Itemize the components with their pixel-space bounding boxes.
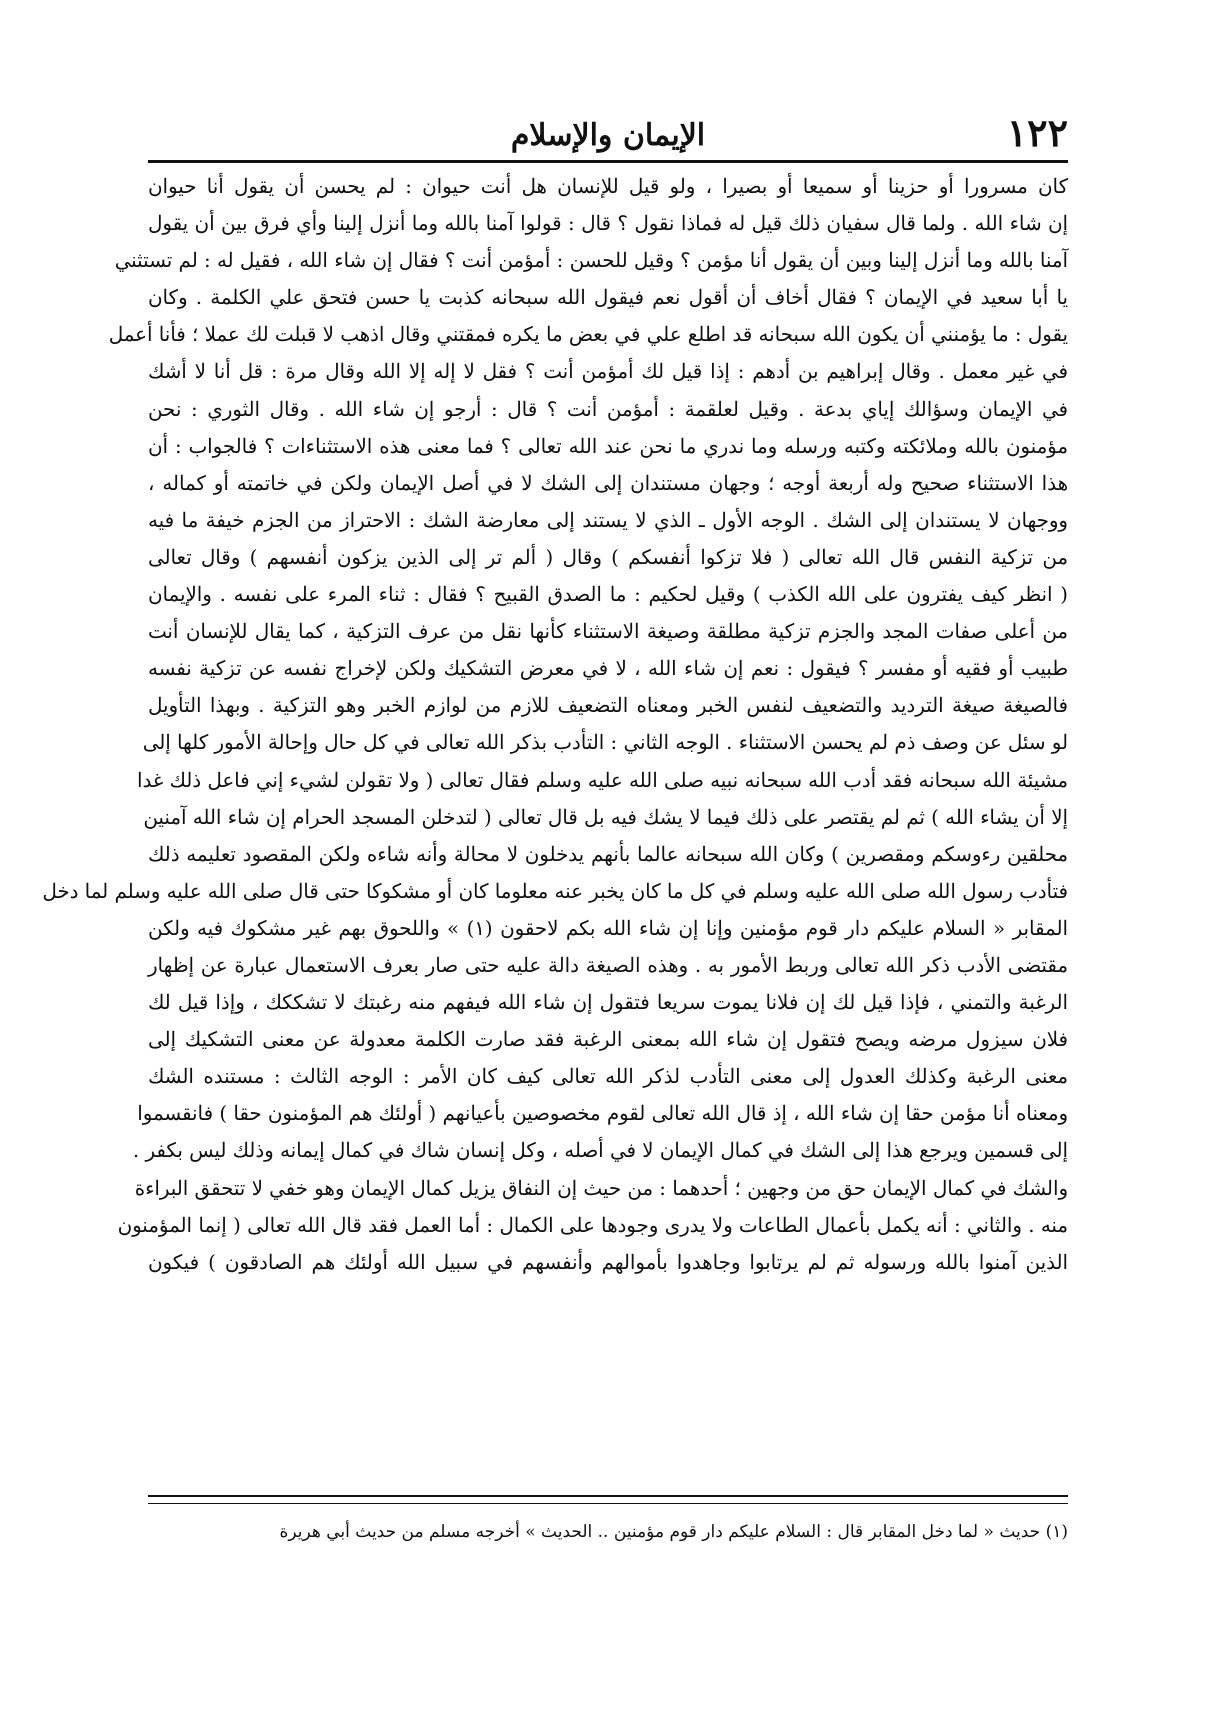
- text-line: من تزكية النفس قال الله تعالى ( فلا تزكوا أنفسكم ) وقال ( ألم تر إلى الذين يزكون أنفسهم ) وقال تعالى: [148, 545, 1068, 569]
- text-line: من أعلى صفات المجد والجزم تزكية مطلقة وصيغة الاستثناء كأنها نقل من عرف التزكية ، كما يقال للإنسان أنت: [148, 620, 1068, 644]
- text-line: فتأدب رسول الله صلى الله عليه وسلم في كل ما كان يخبر عنه معلوما كان أو مشكوكا حتى قال صلى الله عليه وسلم لما دخل: [42, 879, 1068, 903]
- text-line: كان مسرورا أو حزينا أو سميعا أو بصيرا ، ولو قيل للإنسان هل أنت حيوان : لم يحسن أن يقول أنا حيوان: [148, 175, 1068, 198]
- footnote: (١) حديث « لما دخل المقابر قال : السلام عليكم دار قوم مؤمنين .. الحديث » أخرجه مسلم من حديث أبي هريرة: [279, 1522, 1068, 1542]
- text-line: مقتضى الأدب ذكر الله تعالى وربط الأمور به . وهذه الصيغة دالة عليه حتى صار بعرف الاستعمال عبارة عن إظهار: [148, 953, 1068, 977]
- text-line: منه . والثاني : أنه يكمل بأعمال الطاعات ولا يدرى وجودها على الكمال : أما العمل فقد قال الله تعالى ( إنما المؤمنون: [117, 1213, 1068, 1237]
- text-line: ومعناه أنا مؤمن حقا إن شاء الله ، إذ قال الله تعالى لقوم مخصوصين بأعيانهم ( أولئك هم المؤمنون حقا ) فانقسموا: [137, 1102, 1068, 1126]
- text-line: لو سئل عن وصف ذم لم يحسن الاستثناء . الوجه الثاني : التأدب بذكر الله تعالى في كل حال وإحالة الأمور كلها إلى: [142, 731, 1068, 755]
- text-line: معنى الرغبة وكذلك العدول إلى معنى التأدب لذكر الله تعالى كيف كان الأمر : الوجه الثالث : مستنده الشك: [148, 1065, 1068, 1089]
- text-line: محلقين رءوسكم ومقصرين ) وكان الله سبحانه عالما بأنهم يدخلون لا محالة وأنه شاءه ولكن المقصود تعليمه ذلك: [148, 842, 1068, 866]
- text-line: فلان سيزول مرضه ويصح فتقول إن شاء الله بمعنى الرغبة فقد صارت الكلمة معدولة عن معنى التشكيك إلى: [148, 1028, 1068, 1052]
- text-line: مؤمنون بالله وملائكته وكتبه ورسله وما ندري ما نحن عند الله تعالى ؟ فما معنى هذه الاستثناءات ؟ فالجواب : أن: [148, 434, 1068, 458]
- text-line: آمنا بالله وما أنزل إلينا وبين أن يقول أنا مؤمن ؟ وقيل للحسن : أمؤمن أنت ؟ فقال إن شاء الله ، فقيل له : لم تستثني: [114, 249, 1068, 273]
- header-divider: [148, 160, 1068, 163]
- text-line: إلى قسمين ويرجع هذا إلى الشك في كمال الإيمان لا في أصله ، وكل إنسان شاك في كمال إيمانه وذلك ليس بكفر .: [132, 1139, 1068, 1163]
- text-line: يقول : ما يؤمنني أن يكون الله سبحانه قد اطلع علي في بعض ما يكره فمقتني وقال اذهب لا قبلت لك عملا ؛ فأنا أعمل: [108, 323, 1068, 347]
- text-line: طبيب أو فقيه أو مفسر ؟ فيقول : نعم إن شاء الله ، لا في معرض التشكيك ولكن لإخراج نفسه عن تزكية نفسه: [148, 657, 1068, 681]
- page-number: ١٢٢: [1006, 110, 1068, 155]
- page-header: [148, 108, 1068, 162]
- running-title: الإيمان والإسلام: [510, 118, 706, 153]
- text-line: إلا أن يشاء الله ) ثم لم يقتصر على ذلك فيما لا يشك فيه بل قال تعالى ( لتدخلن المسجد الحرام إن شاء الله آمنين: [143, 805, 1068, 829]
- text-line: هذا الاستثناء صحيح وله أربعة أوجه ؛ وجهان مستندان إلى الشك لا في أصل الإيمان ولكن في خاتمته أو كماله ،: [148, 471, 1068, 495]
- main-text: [42, 168, 1068, 1281]
- text-line: المقابر « السلام عليكم دار قوم مؤمنين وإنا إن شاء الله بكم لاحقون (١) » واللحوق بهم غير مشكوك فيه ولكن: [148, 916, 1068, 940]
- text-line: فالصيغة صيغة الترديد والتضعيف لنفس الخبر ومعناه التضعيف للازم من لوازم الخبر وهو التزكية . وبهذا التأويل: [148, 694, 1068, 718]
- text-line: الذين آمنوا بالله ورسوله ثم لم يرتابوا وجاهدوا بأموالهم وأنفسهم في سبيل الله أولئك هم الصادقون ) فيكون: [148, 1250, 1068, 1274]
- text-line: إن شاء الله . ولما قال سفيان ذلك قيل له فماذا نقول ؟ قال : قولوا آمنا بالله وما أنزل إلينا وأي فرق بين أن يقول: [148, 212, 1068, 236]
- text-line: مشيئة الله سبحانه فقد أدب الله سبحانه نبيه صلى الله عليه وسلم فقال تعالى ( ولا تقولن لشيء إني فاعل ذلك غدا: [137, 768, 1068, 792]
- text-line: يا أبا سعيد في الإيمان ؟ فقال أخاف أن أقول نعم فيقول الله سبحانه كذبت يا حسن فتحق علي الكلمة . وكان: [148, 286, 1068, 310]
- footnote-divider-thin: [148, 1503, 1068, 1504]
- text-line: في الإيمان وسؤالك إياي بدعة . وقيل لعلقمة : أمؤمن أنت ؟ قال : أرجو إن شاء الله . وقال الثوري : نحن: [148, 397, 1068, 421]
- text-line: في غير معمل . وقال إبراهيم بن أدهم : إذا قيل لك أمؤمن أنت ؟ فقل لا إله إلا الله وقال مرة : قل أنا لا أشك: [148, 360, 1068, 384]
- text-line: الرغبة والتمني ، فإذا قيل لك إن فلانا يموت سريعا فتقول إن شاء الله فيفهم منه رغبتك لا تشككك ، وإذا قيل لك: [148, 991, 1068, 1015]
- text-line: ووجهان لا يستندان إلى الشك . الوجه الأول ـ الذي لا يستند إلى معارضة الشك : الاحتراز من الجزم خيفة ما فيه: [148, 508, 1068, 532]
- text-line: والشك في كمال الإيمان حق من وجهين ؛ أحدهما : من حيث إن النفاق يزيل كمال الإيمان وهو خفي لا تتحقق البراءة: [134, 1176, 1068, 1200]
- footnote-divider: [148, 1495, 1068, 1497]
- text-line: ( انظر كيف يفترون على الله الكذب ) وقيل لحكيم : ما الصدق القبيح ؟ فقال : ثناء المرء على نفسه . والإيمان: [148, 583, 1068, 607]
